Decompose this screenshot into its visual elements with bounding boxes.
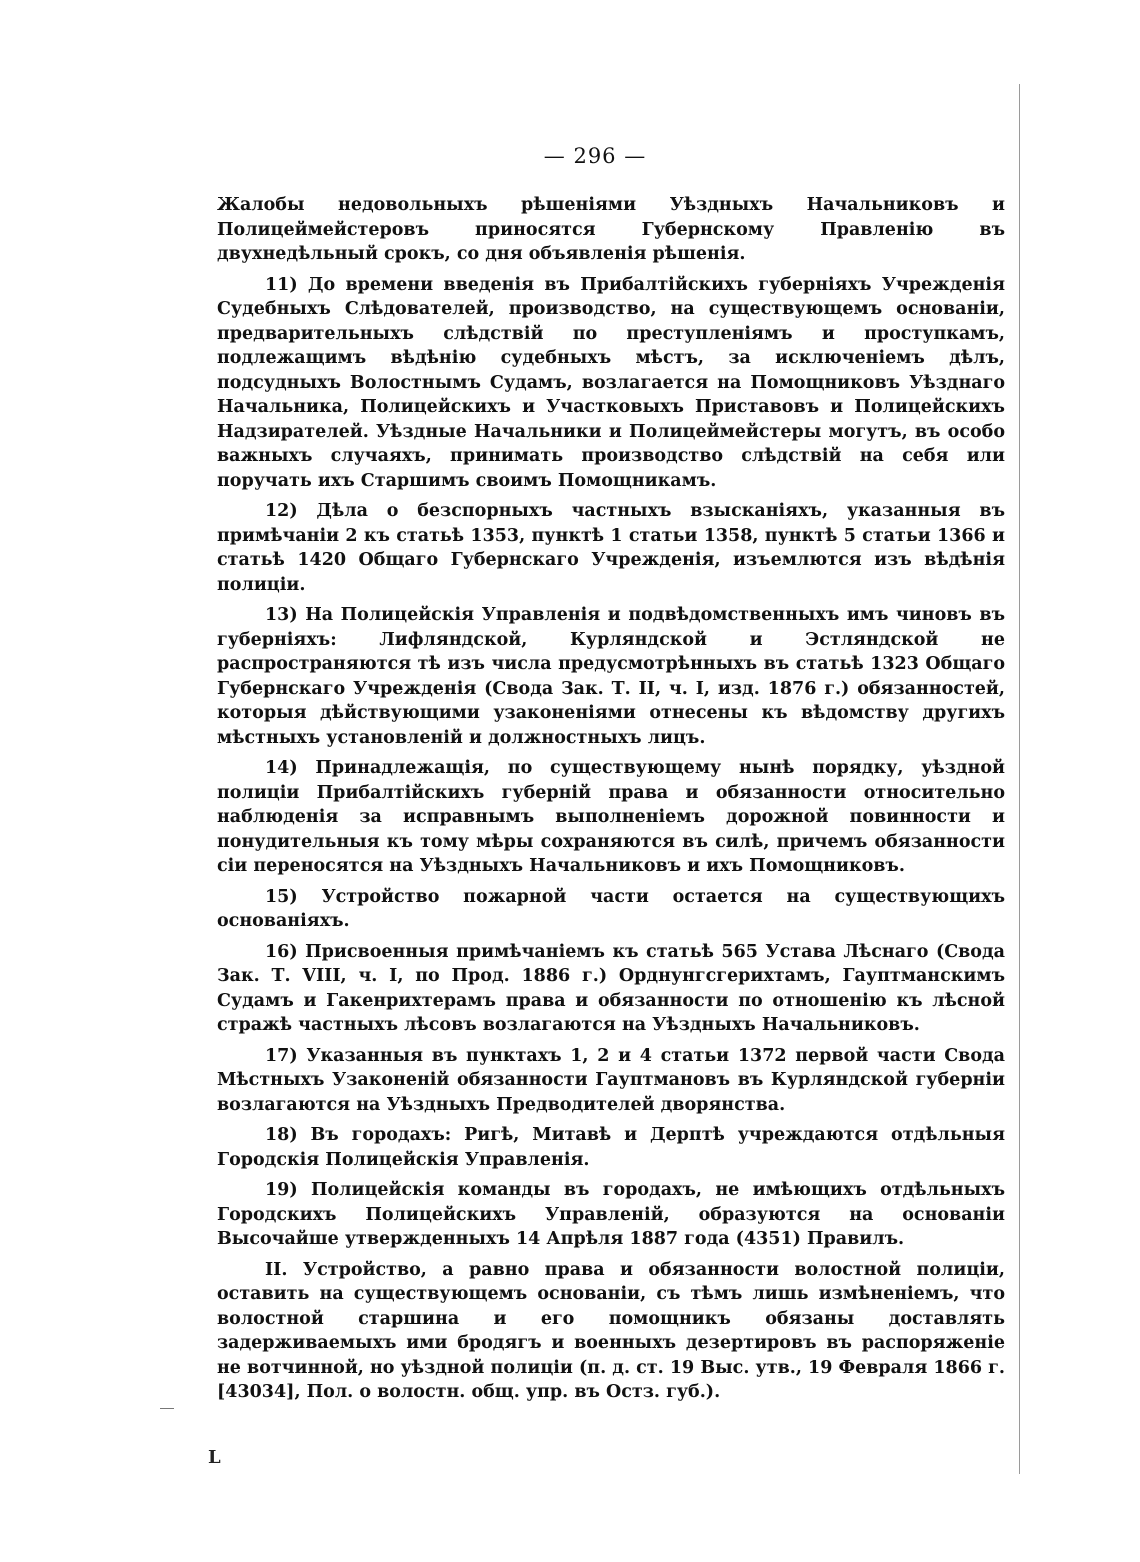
paragraph-14: 14) Принадлежащія, по существующему нынѣ порядку, уѣздной полиціи Прибалтійскихъ губерній права и обязанности относительно наблюденія за исправнымъ выполненіемъ дорожной повинности и понудительныя къ тому мѣры сохраняются въ силѣ, причемъ обязанности сіи переносятся на Уѣздныхъ Начальниковъ и ихъ Помощниковъ. xyxy=(217,758,1005,876)
document-body xyxy=(217,193,1005,1411)
paragraph-16: 16) Присвоенныя примѣчаніемъ къ статьѣ 565 Устава Лѣснаго (Свода Зак. Т. VIII, ч. I, по Прод. 1886 г.) Орднунгсгерихтамъ, Гауптманскимъ Судамъ и Гакенрихтерамъ права и обязанности по отношенію къ лѣсной стражѣ частныхъ лѣсовъ возлагаются на Уѣздныхъ Начальниковъ. xyxy=(217,941,1005,1035)
scan-dash-mark xyxy=(160,1408,174,1409)
paragraph-II: II. Устройство, а равно права и обязанности волостной полиціи, оставить на существующемъ основаніи, съ тѣмъ лишь измѣненіемъ, что волостной старшина и его помощникъ обязаны доставлять задерживаемыхъ ими бродягъ и военныхъ дезертировъ въ распоряженіе не вотчинной, но уѣздной полиціи (п. д. ст. 19 Выс. утв., 19 Февраля 1866 г. [43034], Пол. о волостн. общ. упр. въ Остз. губ.). xyxy=(217,1259,1005,1402)
paragraph-15: 15) Устройство пожарной части остается на существующихъ основаніяхъ. xyxy=(217,886,1005,931)
paragraph-19: 19) Полицейскія команды въ городахъ, не имѣющихъ отдѣльныхъ Городскихъ Полицейскихъ Управленій, образуются на основаніи Высочайше утвержденныхъ 14 Апрѣля 1887 года (4351) Правилъ. xyxy=(217,1180,1005,1249)
scan-corner-mark: L xyxy=(208,1447,221,1468)
paragraph-11: 11) До времени введенія въ Прибалтійскихъ губерніяхъ Учрежденія Судебныхъ Слѣдователей, производство, на существующемъ основаніи, предварительныхъ слѣдствій по преступленіямъ и проступкамъ, подлежащимъ вѣдѣнію судебныхъ мѣстъ, за исключеніемъ дѣлъ, подсудныхъ Волостнымъ Судамъ, возлагается на Помощниковъ Уѣзднаго Начальника, Полицейскихъ и Участковыхъ Приставовъ и Полицейскихъ Надзирателей. Уѣздные Начальники и Полицеймейстеры могутъ, въ особо важныхъ случаяхъ, принимать производство слѣдствій на себя или поручать ихъ Старшимъ своимъ Помощникамъ. xyxy=(217,274,1005,491)
paragraph-intro: Жалобы недовольныхъ рѣшеніями Уѣздныхъ Начальниковъ и Полицеймейстеровъ приносятся Губернскому Правленію въ двухнедѣльный срокъ, со дня объявленія рѣшенія. xyxy=(217,195,1005,264)
page-number: — 296 — xyxy=(543,144,647,168)
paragraph-13: 13) На Полицейскія Управленія и подвѣдомственныхъ имъ чиновъ въ губерніяхъ: Лифляндской, Курляндской и Эстляндской не распространяются тѣ изъ числа предусмотрѣнныхъ въ статьѣ 1323 Общаго Губернскаго Учрежденія (Свода Зак. Т. II, ч. I, изд. 1876 г.) обязанностей, которыя дѣйствующими узаконеніями отнесены къ вѣдомству другихъ мѣстныхъ установленій и должностныхъ лицъ. xyxy=(217,605,1005,748)
page-edge-line xyxy=(1019,84,1020,1474)
paragraph-17: 17) Указанныя въ пунктахъ 1, 2 и 4 статьи 1372 первой части Свода Мѣстныхъ Узаконеній обязанности Гауптмановъ въ Курляндской губерніи возлагаются на Уѣздныхъ Предводителей дворянства. xyxy=(217,1045,1005,1115)
paragraph-12: 12) Дѣла о безспорныхъ частныхъ взысканіяхъ, указанныя въ примѣчаніи 2 къ статьѣ 1353, пунктѣ 1 статьи 1358, пунктѣ 5 статьи 1366 и статьѣ 1420 Общаго Губернскаго Учрежденія, изъемлются изъ вѣдѣнія полиціи. xyxy=(217,501,1005,595)
paragraph-18: 18) Въ городахъ: Ригѣ, Митавѣ и Дерптѣ учреждаются отдѣльныя Городскія Полицейскія Управленія. xyxy=(217,1125,1005,1170)
